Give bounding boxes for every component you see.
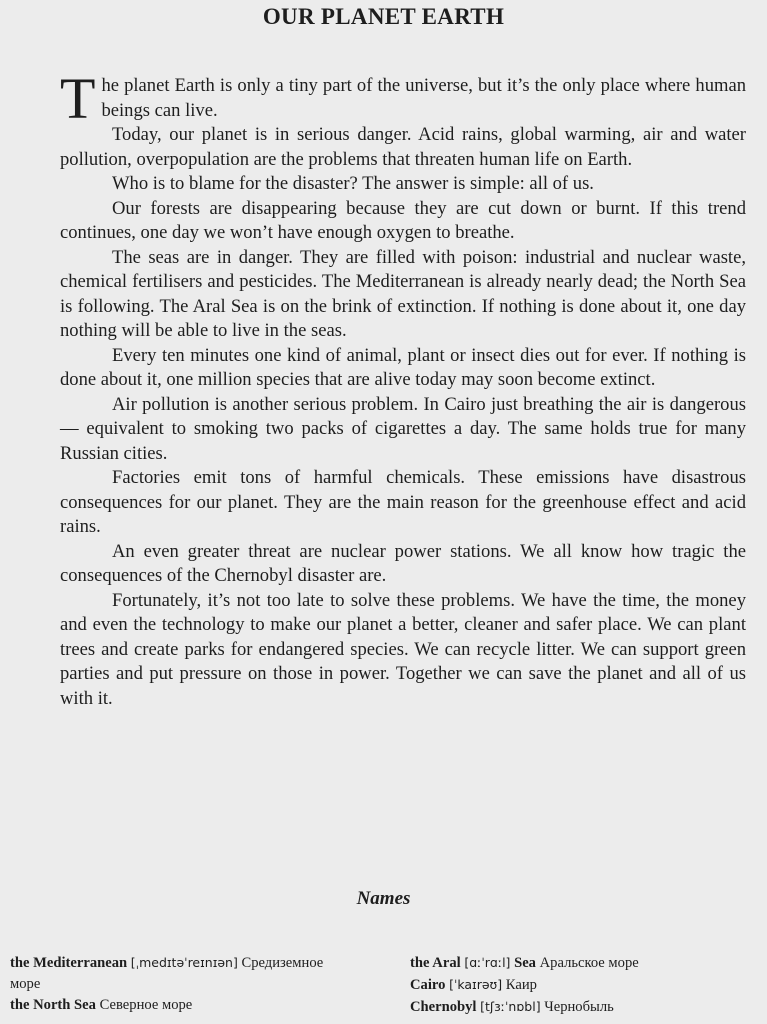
glossary-term: the North Sea xyxy=(10,997,96,1013)
paragraph: The seas are in danger. They are filled with poison: industrial and nuclear waste, chemical fertilisers and pesticides. The Mediterranean is already nearly dead; the North Sea is following. The Aral Sea is on the brink of extinction. If nothing is done about it, one day nothing will be able to live in the seas. xyxy=(60,246,746,341)
names-heading: Names xyxy=(356,888,411,909)
glossary-translation-continued: море xyxy=(10,976,41,992)
glossary-translation: Чернобыль xyxy=(544,999,614,1015)
paragraph: Fortunately, it’s not too late to solve these problems. We have the time, the money and even the technology to make our planet a better, cleaner and safer place. We can plant trees and create parks for endangered species. We can recycle litter. We can support green parties and put pressure on those in power. Together we can save the planet and all of us with it. xyxy=(60,589,746,709)
glossary-transcription: [ɑːˈrɑːl] xyxy=(464,955,511,970)
page-title: OUR PLANET EARTH xyxy=(262,4,505,29)
glossary-term: Chernobyl xyxy=(410,999,477,1015)
glossary-entry-mediterranean xyxy=(10,952,390,974)
glossary-translation: Северное море xyxy=(99,997,193,1013)
glossary-term: Cairo xyxy=(410,977,446,993)
paragraph: An even greater threat are nuclear power stations. We all know how tragic the consequences of the Chernobyl disaster are. xyxy=(60,540,746,586)
paragraph xyxy=(60,66,746,131)
glossary-translation: Средиземное xyxy=(241,955,324,971)
paragraph: Who is to blame for the disaster? The answer is simple: all of us. xyxy=(112,173,594,194)
glossary-term-suffix: Sea xyxy=(514,955,536,971)
article-body xyxy=(60,66,746,711)
paragraph: Factories emit tons of harmful chemicals. These emissions have disastrous consequences for our planet. They are the main reason for the greenhouse effect and acid rains. xyxy=(60,467,746,537)
glossary-entry-cairo xyxy=(410,974,760,996)
glossary-term: the Aral xyxy=(410,955,461,971)
glossary-entry-north-sea xyxy=(10,995,390,1016)
glossary-transcription: [ˌmedɪtəˈreɪnɪən] xyxy=(130,955,238,970)
glossary-right-column xyxy=(410,952,760,1018)
glossary-left-column xyxy=(10,952,390,1016)
glossary-term: the Mediterranean xyxy=(10,955,128,971)
paragraph: Today, our planet is in serious danger. Acid rains, global warming, air and water pollution, overpopulation are the problems that threaten human life on Earth. xyxy=(60,124,746,170)
paragraph: Air pollution is another serious problem. In Cairo just breathing the air is dangerous — equivalent to smoking two packs of cigarettes a day. The same holds true for many Russian cities. xyxy=(60,393,746,464)
paragraph: Every ten minutes one kind of animal, plant or insect dies out for ever. If nothing is done about it, one million species that are alive today may soon become extinct. xyxy=(60,344,746,390)
glossary-translation: Каир xyxy=(505,977,537,993)
glossary-entry-chernobyl xyxy=(410,996,760,1018)
glossary-transcription: [tʃɜːˈnɒbl] xyxy=(480,999,541,1014)
paragraph: Our forests are disappearing because they are cut down or burnt. If this trend continues, one day we won’t have enough oxygen to breathe. xyxy=(60,197,746,243)
glossary-transcription: [ˈkaɪrəʊ] xyxy=(449,977,503,992)
paragraph-text: he planet Earth is only a tiny part of the universe, but it’s the only place where human beings can live. xyxy=(101,75,746,121)
glossary-translation: Аральское море xyxy=(539,955,639,971)
glossary-entry-aral xyxy=(410,952,760,974)
drop-cap: T xyxy=(60,66,96,131)
